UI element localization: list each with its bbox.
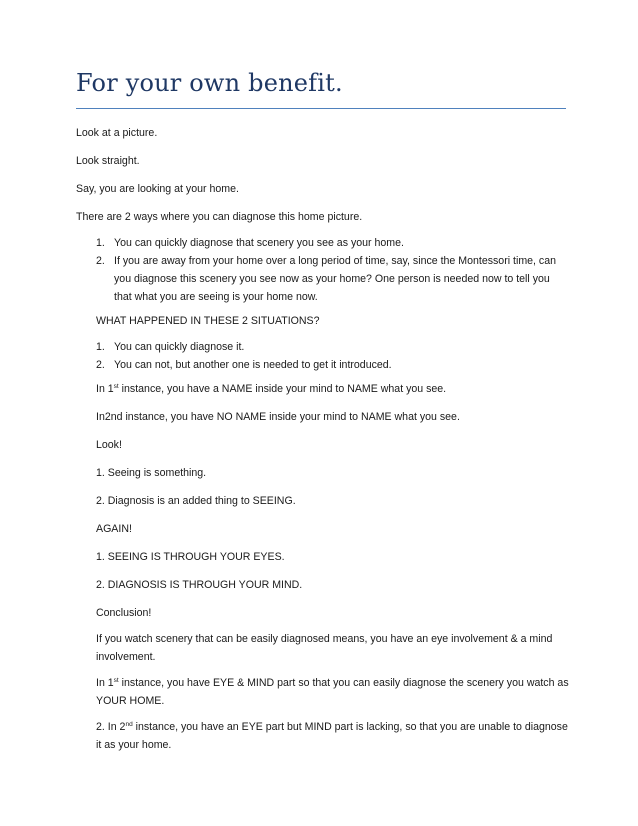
superscript: st bbox=[113, 677, 119, 684]
paragraph-look-at-picture: Look at a picture. bbox=[76, 127, 158, 139]
list-text: If you are away from your home over a long period of time, say, since the Montessori time, can bbox=[114, 255, 556, 267]
paragraph-final-1-cont: YOUR HOME. bbox=[96, 695, 165, 707]
list-number: 1. bbox=[96, 341, 105, 353]
list-number: 1. bbox=[96, 237, 105, 249]
text-run: In 1 bbox=[96, 383, 114, 395]
text-run: In 1 bbox=[96, 677, 114, 689]
paragraph-conclusion: Conclusion! bbox=[96, 607, 152, 619]
text-run: instance, you have an EYE part but MIND part is lacking, so that you are unable to diagnose bbox=[132, 721, 568, 733]
list-text-continuation: that what you are seeing is your home now. bbox=[114, 291, 318, 303]
paragraph-conclusion-text-cont: involvement. bbox=[96, 651, 156, 663]
paragraph-look: Look! bbox=[96, 439, 122, 451]
paragraph-caps-2: 2. DIAGNOSIS IS THROUGH YOUR MIND. bbox=[96, 579, 303, 591]
paragraph-conclusion-text: If you watch scenery that can be easily diagnosed means, you have an eye involvement & a mind bbox=[96, 633, 553, 645]
text-run: instance, you have a NAME inside your mind to NAME what you see. bbox=[118, 383, 447, 395]
paragraph-final-2 bbox=[96, 718, 568, 736]
list-text: You can quickly diagnose it. bbox=[114, 341, 245, 353]
list-number: 2. bbox=[96, 359, 105, 371]
paragraph-seeing-2: 2. Diagnosis is an added thing to SEEING. bbox=[96, 495, 296, 507]
paragraph-instance-2: In2nd instance, you have NO NAME inside your mind to NAME what you see. bbox=[96, 411, 460, 423]
paragraph-look-straight: Look straight. bbox=[76, 155, 140, 167]
title-underline bbox=[76, 108, 566, 109]
paragraph-instance-1 bbox=[96, 380, 446, 398]
list-text: You can quickly diagnose that scenery you see as your home. bbox=[114, 237, 404, 249]
superscript: st bbox=[113, 383, 119, 390]
paragraph-caps-1: 1. SEEING IS THROUGH YOUR EYES. bbox=[96, 551, 285, 563]
superscript: nd bbox=[125, 721, 133, 728]
paragraph-final-1 bbox=[96, 674, 569, 692]
paragraph-final-2-cont: it as your home. bbox=[96, 739, 172, 751]
paragraph-say-home: Say, you are looking at your home. bbox=[76, 183, 239, 195]
list-text: You can not, but another one is needed to get it introduced. bbox=[114, 359, 392, 371]
text-run: instance, you have EYE & MIND part so that you can easily diagnose the scenery you watch as bbox=[118, 677, 569, 689]
document-title: For your own benefit. bbox=[76, 69, 343, 97]
list-text-continuation: you diagnose this scenery you see now as your home? One person is needed now to tell you bbox=[114, 273, 550, 285]
paragraph-again: AGAIN! bbox=[96, 523, 132, 535]
paragraph-seeing-1: 1. Seeing is something. bbox=[96, 467, 207, 479]
question-heading: WHAT HAPPENED IN THESE 2 SITUATIONS? bbox=[96, 315, 320, 327]
list-number: 2. bbox=[96, 255, 105, 267]
text-run: 2. In 2 bbox=[96, 721, 126, 733]
paragraph-two-ways: There are 2 ways where you can diagnose this home picture. bbox=[76, 211, 363, 223]
